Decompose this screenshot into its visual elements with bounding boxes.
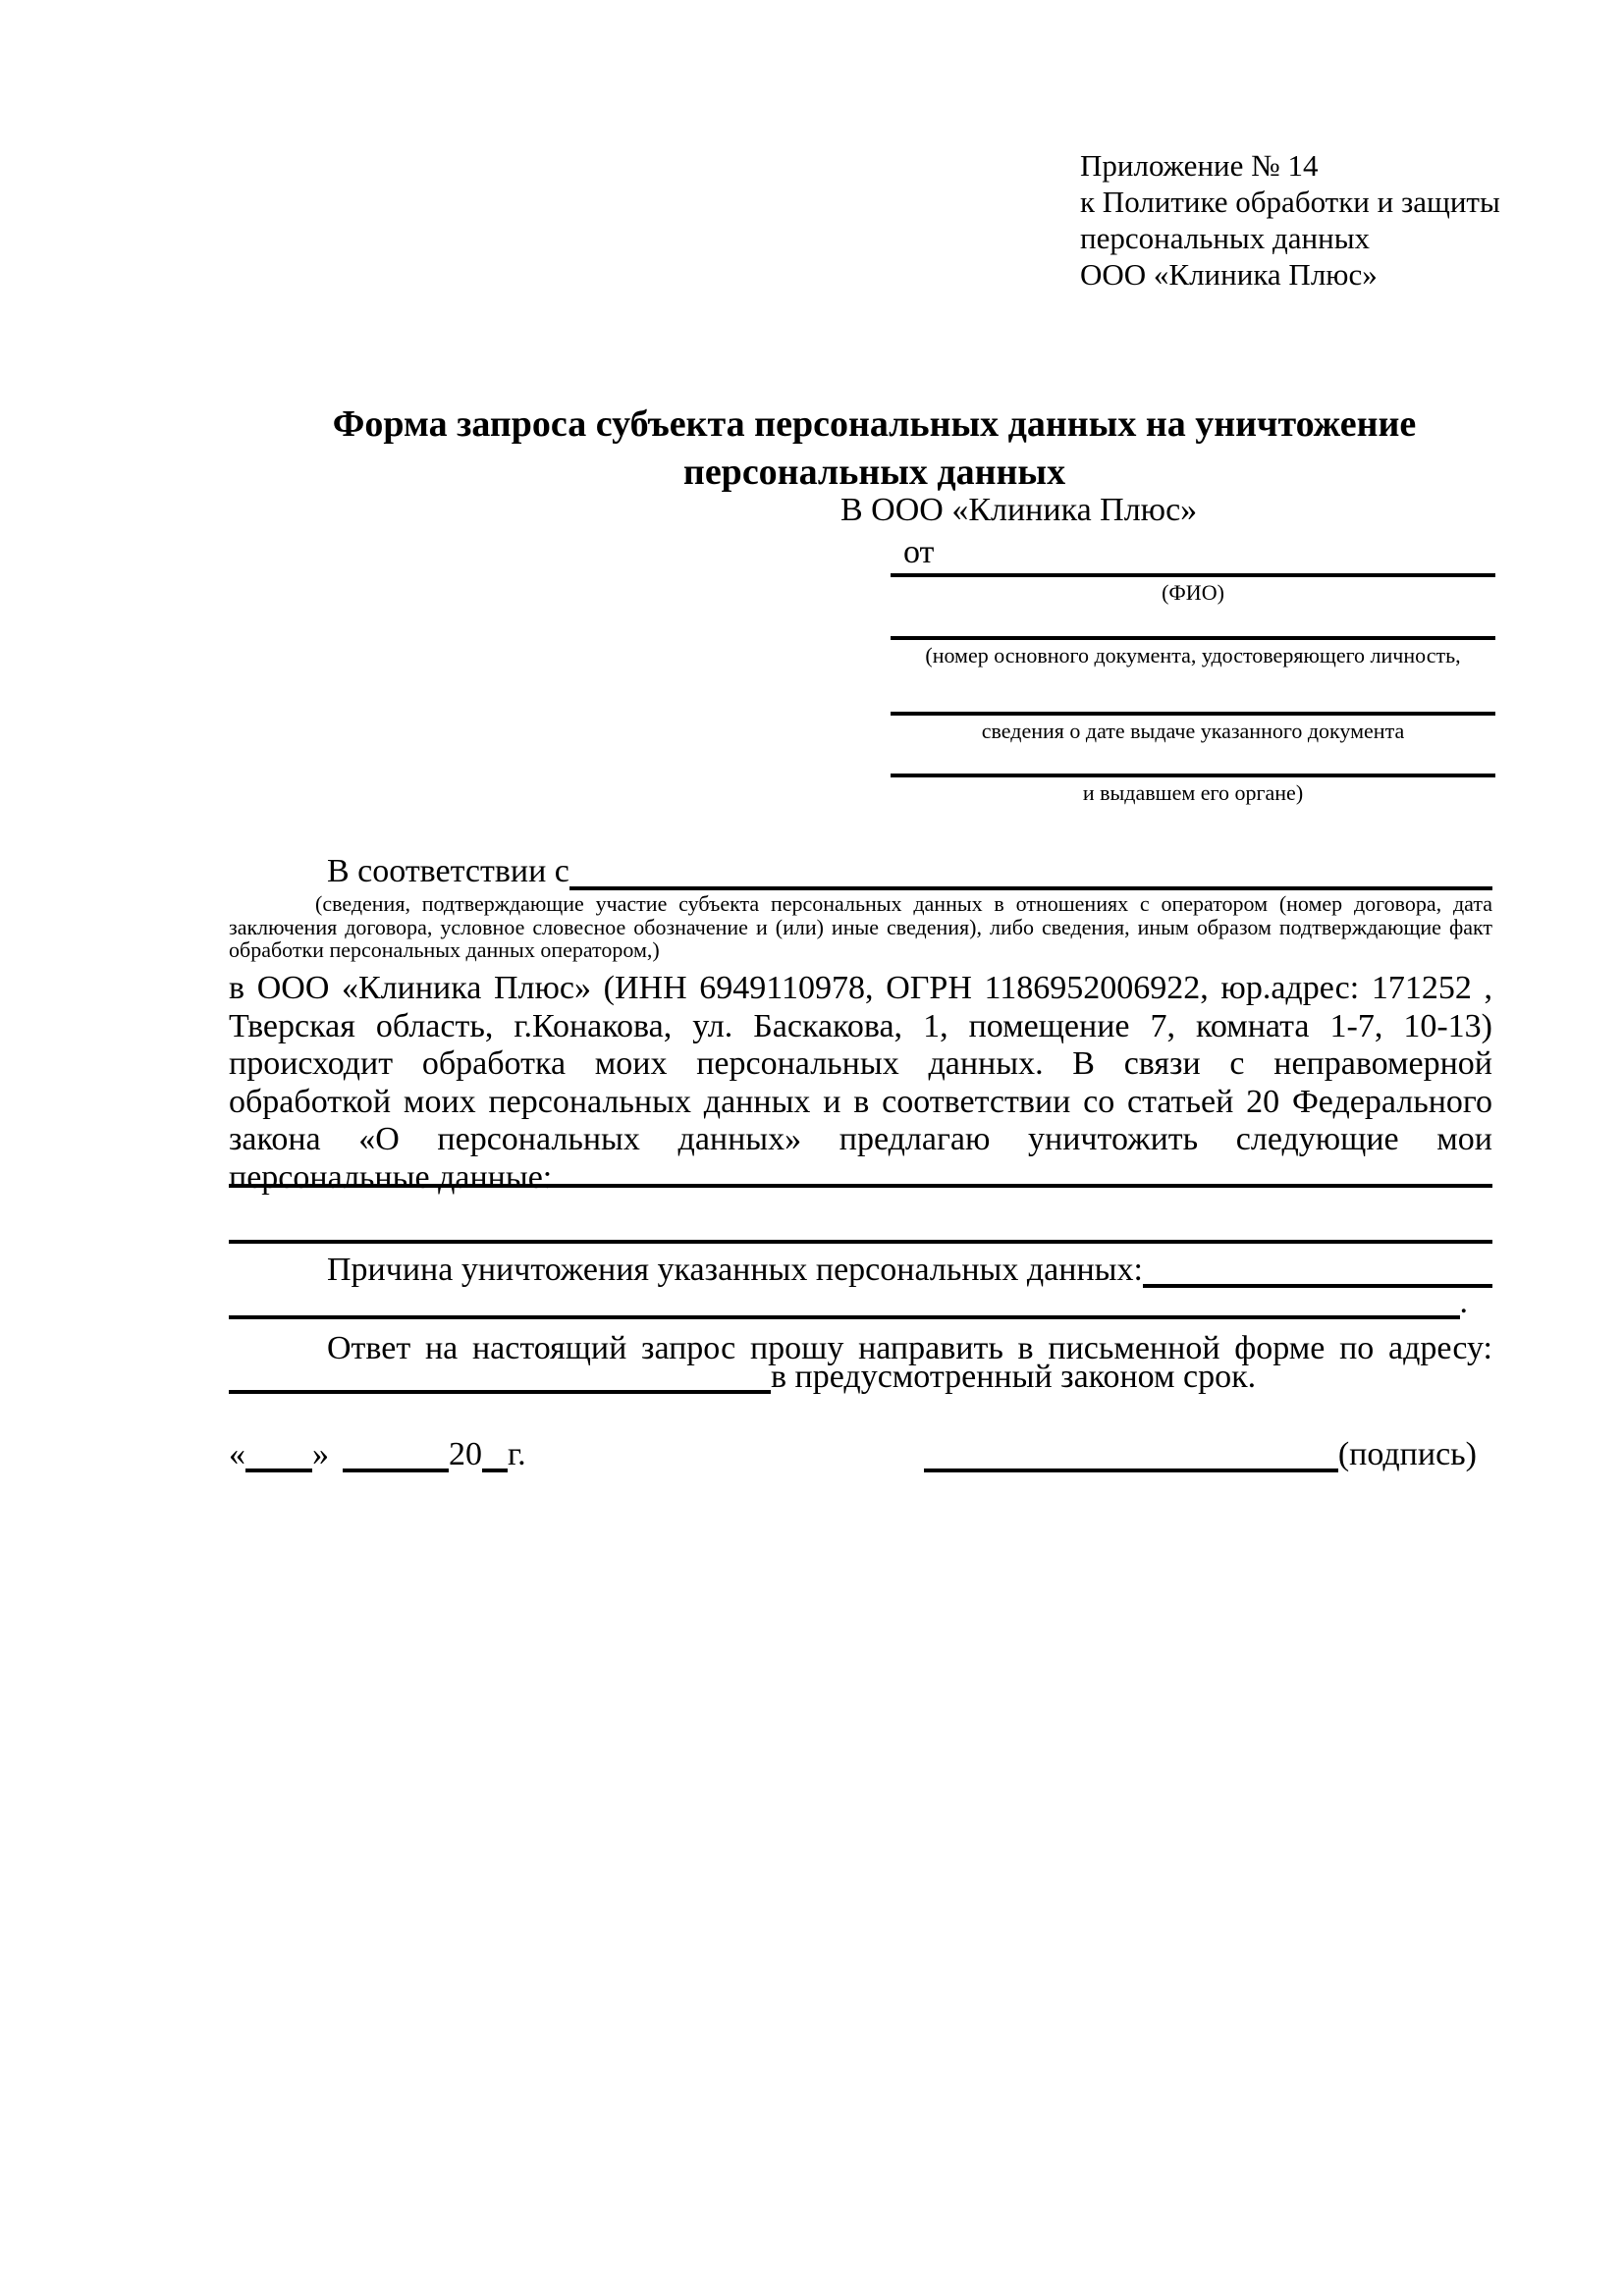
date-signature-row	[229, 1437, 1492, 1476]
appendix-number-line: Приложение № 14	[1080, 148, 1319, 183]
form-title-line-1: Форма запроса субъекта персональных данных на уничтожение	[332, 403, 1417, 445]
trailing-period: .	[1459, 1284, 1468, 1320]
open-quote: «	[229, 1436, 245, 1472]
fio-label: (ФИО)	[1162, 580, 1224, 605]
signature-underline	[924, 1439, 1338, 1472]
response-address-row	[229, 1361, 1492, 1394]
reason-continuation-underline	[229, 1282, 1460, 1319]
form-title-line-2: персональных данных	[682, 452, 1066, 493]
reason-continuation-row	[229, 1282, 1468, 1319]
response-request-line: Ответ на настоящий запрос прошу направить в письменной форме по адресу:	[327, 1330, 1492, 1366]
policy-reference-line: к Политике обработки и защиты	[1080, 185, 1500, 219]
reason-label: Причина уничтожения указанных персональных данных:	[327, 1252, 1143, 1288]
document-issue-date-underline	[891, 712, 1495, 716]
close-quote: »	[312, 1436, 329, 1472]
addressee-line: В ООО «Клиника Плюс»	[840, 492, 1198, 528]
month-underline	[343, 1439, 449, 1472]
fio-underline	[891, 573, 1495, 577]
body-paragraph: в ООО «Клиника Плюс» (ИНН 6949110978, ОГРН 1186952006922, юр.адрес: 171252 , Тверская область, г.Конакова, ул. Баскакова, 1, помещение 7, комната 1-7, 10-13) происходит обработка моих персональных данных. В связи с неправомерной обработкой моих персональных данных и в соответствии со статьей 20 Федерального закона «О персональных данных» предлагаю уничтожить следующие мои персональные данные:	[229, 970, 1492, 1196]
organization-name-line: ООО «Клиника Плюс»	[1080, 257, 1378, 292]
response-deadline-text: в предусмотренный законом срок.	[771, 1359, 1257, 1395]
document-issue-date-label: сведения о дате выдаче указанного документа	[981, 719, 1405, 743]
year-suffix: г.	[508, 1436, 526, 1472]
day-underline	[245, 1439, 312, 1472]
accordance-line	[229, 853, 1492, 890]
accordance-fill-underline	[569, 853, 1492, 890]
data-list-underline-1	[229, 1184, 1492, 1188]
issuing-authority-underline	[891, 774, 1495, 777]
signature-field	[924, 1437, 1477, 1472]
response-address-underline	[229, 1361, 771, 1394]
document-number-underline	[891, 636, 1495, 640]
data-list-underline-2	[229, 1240, 1492, 1244]
year-underline	[482, 1439, 508, 1472]
issuing-authority-label: и выдавшем его органе)	[1082, 780, 1304, 805]
form-title	[229, 400, 1492, 497]
appendix-header-block	[1080, 147, 1532, 293]
accordance-prefix: В соответствии с	[327, 853, 569, 889]
document-number-label: (номер основного документа, удостоверяющего личность,	[925, 643, 1461, 667]
date-field	[229, 1437, 526, 1472]
signature-label: (подпись)	[1337, 1436, 1477, 1472]
explanatory-note: (сведения, подтверждающие участие субъекта персональных данных в отношениях с оператором (номер договора, дата заключения договора, условное словесное обозначение и (или) иные сведения), либо сведения, иным образом подтверждающие факт обработки персональных данных оператором,)	[229, 891, 1492, 962]
from-label: от	[903, 534, 935, 570]
policy-reference-line-2: персональных данных	[1080, 221, 1371, 255]
year-prefix: 20	[449, 1436, 482, 1472]
